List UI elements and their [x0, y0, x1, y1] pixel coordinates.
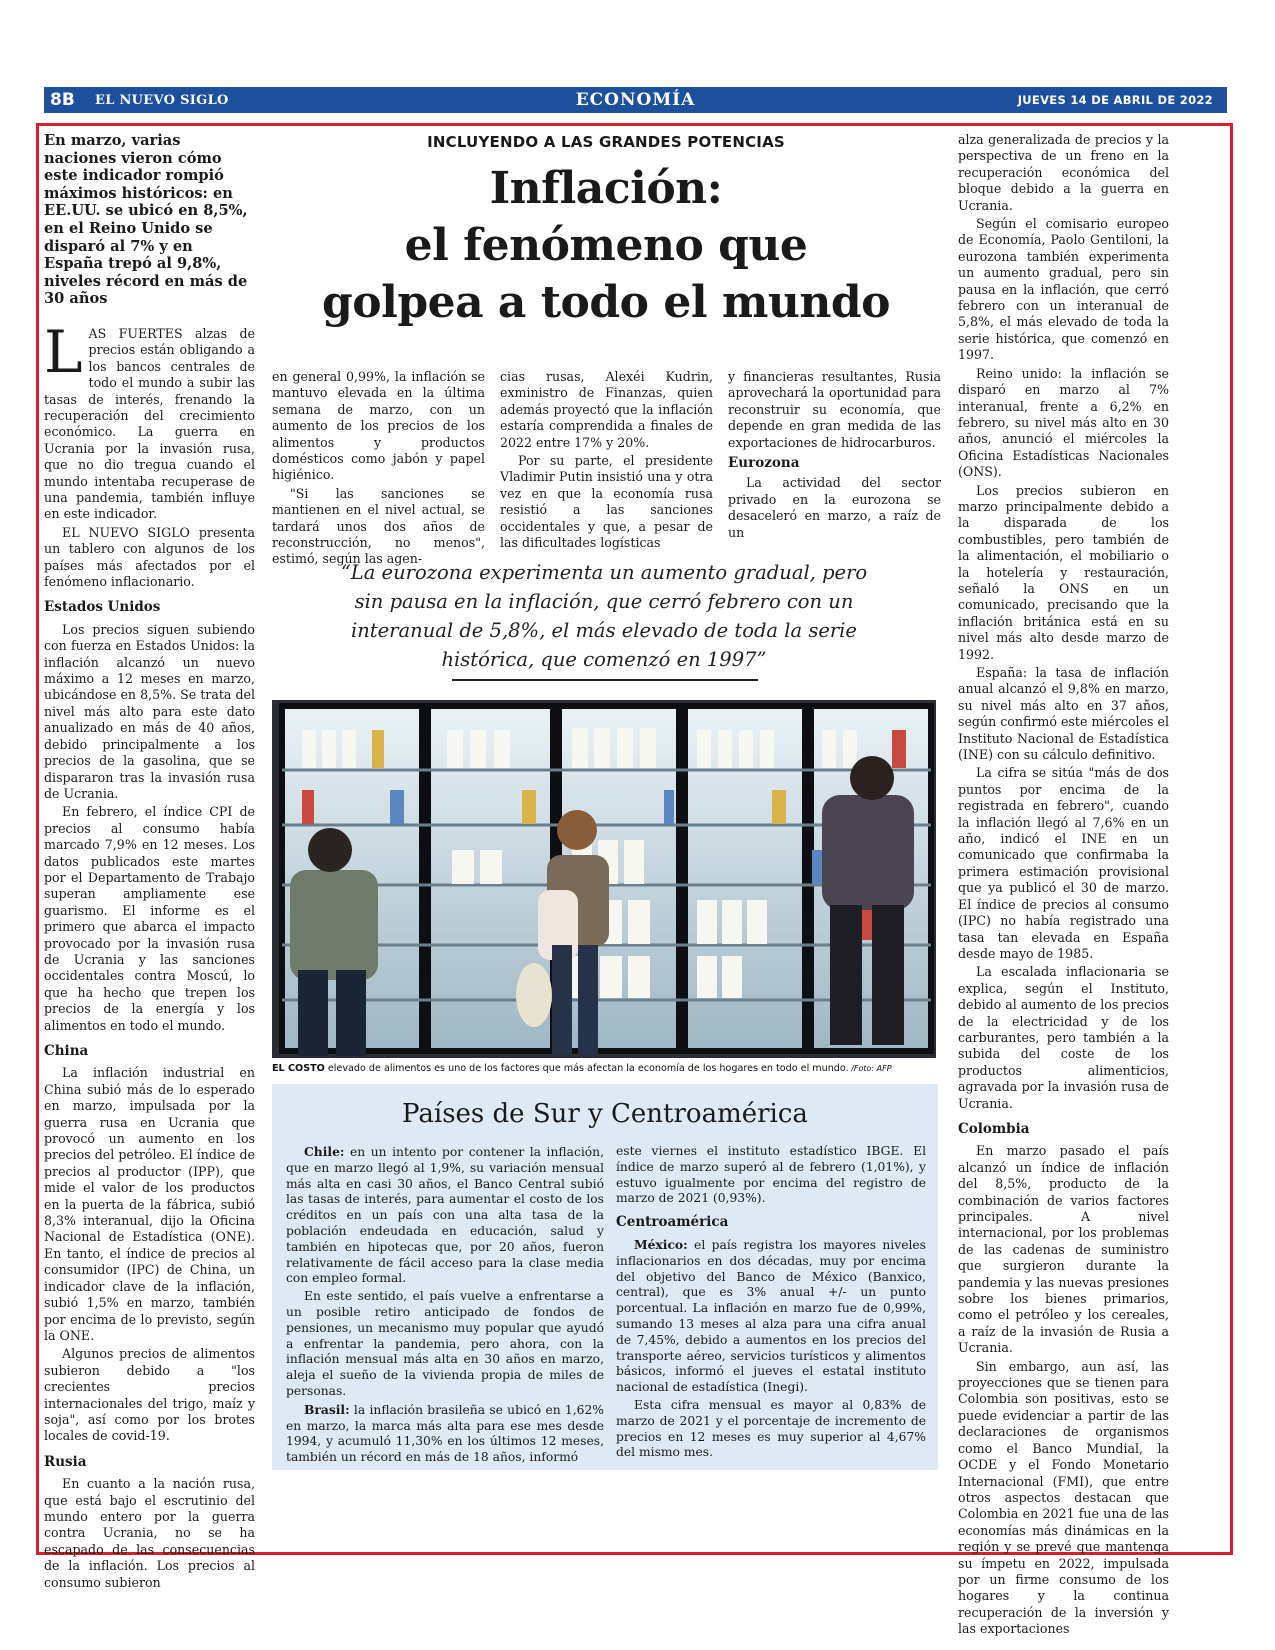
newspaper-name: EL NUEVO SIGLO	[95, 93, 229, 108]
paragraph: La cifra se sitúa "más de dos puntos por encima de la registrada en febrero", cuando la inflación llegó al 7,6% en un año, indicó el INE en un comunicado que confirmaba la primera estimación provisional que ya publicó el 30 de marzo. El índice de precios al consumo (IPC) no había registrado una tasa tan elevada en España desde mayo de 1985.	[958, 765, 1169, 961]
headline-line: Inflación:	[489, 163, 723, 214]
paragraph: cias rusas, Alexéi Kudrin, exministro de Finanzas, quien además proyectó que la inflación estaría comprendida a finales de 2022 entre 17% y 20%.	[500, 369, 713, 450]
section-title: ECONOMÍA	[575, 90, 696, 110]
photo-illustration	[272, 700, 936, 1058]
paragraph: La escalada inflacionaria se explica, según el Instituto, debido al aumento de los precios de la electricidad y de los carburantes, pero también a la subida del coste de los productos alimenticios, agravada por la invasión rusa de Ucrania.	[958, 964, 1169, 1111]
paragraph: Sin embargo, aun así, las proyecciones que se tienen para Colombia son positivas, esto se puede evidenciar a partir de las declaraciones de organismos como el Banco Mundial, la OCDE y el Fondo Monetario Internacional (FMI), que entre otros aspectos destacan que Colombia en 2021 fue una de las economías más dinámicas en la región y se prevé que mantenga su ímpetu en 2022, impulsada por un firme consumo de los hogares y la continua recuperación de la inversión y las exportaciones	[958, 1358, 1169, 1637]
paragraph: Los precios siguen subiendo con fuerza en Estados Unidos: la inflación alcanzó un nuevo máximo a 12 meses en marzo, ubicándose en 8,5%. Se trata del nivel más alto para este dato anualizado en más de 40 años, debido principalmente a los precios de la gasolina, que se dispararon tras la invasión rusa de Ucrania.	[44, 621, 255, 801]
paragraph: España: la tasa de inflación anual alcanzó el 9,8% en marzo, su nivel más alto en 37 años, según confirmó este miércoles el Instituto Nacional de Estadística (INE) con su cálculo definitivo.	[958, 665, 1169, 763]
kicker: INCLUYENDO A LAS GRANDES POTENCIAS	[427, 133, 785, 151]
paragraph: En marzo pasado el país alcanzó un índice de inflación del 8,5%, producto de la combinación de varios factores principales. A nivel internacional, por los problemas de las cadenas de suministro que surgieron durante la pandemia y las nuevas presiones sobre los bienes primarios, como el petróleo y los cereales, a raíz de la invasión de Rusia a Ucrania.	[958, 1143, 1169, 1356]
paragraph: y financieras resultantes, Rusia aprovechará la oportunidad para reconstruir su economía, que depende en gran medida de las exportaciones de hidrocarburos.	[728, 369, 941, 450]
subhead-centroamerica: Centroamérica	[616, 1214, 729, 1231]
intro-paragraph: LAS FUERTES alzas de precios están obligando a los bancos centrales de todo el mundo a subir las tasas de interés, frenando la recuperación del crecimiento económico. La guerra en Ucrania por la invasión rusa, que no dio tregua cuando el mundo intentaba recuperase de una pandemia, también influye en este indicador.	[44, 317, 255, 522]
paragraph: Reino unido: la inflación se disparó en marzo al 7% interanual, frente a 6,2% en febrero, su nivel más alto en 30 años, anunció el miércoles la Oficina Estadísticas Nacionales (ONS).	[958, 365, 1169, 480]
headline-line: el fenómeno que	[404, 220, 808, 271]
box-title: Países de Sur y Centroamérica	[402, 1099, 808, 1129]
box-column-right	[616, 1144, 926, 1463]
photo-credit: /Foto: AFP	[848, 1064, 892, 1073]
subhead-russia: Rusia	[44, 1453, 87, 1470]
paragraph: En febrero, el índice CPI de precios al consumo había marcado 7,9% en 12 meses. Los datos publicados este martes por el Departamento de Trabajo superan ampliamente ese guarismo. El informe es el primero que abarca el impacto provocado por la invasión rusa de Ucrania y las sanciones occidentales contra Moscú, lo que ha hecho que trepen los precios de la energía y los alimentos en todo el mundo.	[44, 804, 255, 1033]
sidebar-box	[272, 1084, 938, 1470]
paragraph: Brasil: la inflación brasileña se ubicó en 1,62% en marzo, la marca más alta para ese mes desde 1994, y acumuló 11,30% en los últimos 12 meses, también un récord en más de 18 años, informó	[286, 1401, 604, 1465]
quote-divider	[452, 679, 758, 681]
paragraph: en general 0,99%, la inflación se mantuvo elevada en la última semana de marzo, con un aumento de los precios de los alimentos y productos domésticos como jabón y papel higiénico.	[272, 369, 485, 483]
paragraph: Los precios subieron en marzo principalmente debido a la disparada de los combustibles, pero también de la alimentación, el mobiliario o la hotelería y restauración, señaló la ONS en un comunicado, precisando que la inflación británica está en su nivel más alto desde marzo de 1992.	[958, 482, 1169, 662]
paragraph: En cuanto a la nación rusa, que está bajo el escrutinio del mundo entero por la guerra contra Ucrania, no se ha escapado de las consecuencias de la inflación. Los precios al consumo subieron	[44, 1476, 255, 1590]
column-3	[500, 369, 713, 553]
lead-summary: En marzo, varias naciones vieron cómo este indicador rompió máximos históricos: en EE.UU. se ubicó en 8,5%, en el Reino Unido se disparó al 7% y en España trepó al 9,8%, niveles récord en más de 30 años	[44, 132, 248, 308]
column-4	[728, 369, 941, 543]
photo-caption: EL COSTO elevado de alimentos es uno de los factores que más afectan la economía de los hogares en todo el mundo. /Foto: AFP	[272, 1063, 892, 1074]
column-2	[272, 369, 485, 570]
paragraph: Esta cifra mensual es mayor al 0,83% de marzo de 2021 y el porcentaje de incremento de precios en 12 meses es muy superior al 4,67% del mismo mes.	[616, 1397, 926, 1460]
paragraph: México: el país registra los mayores niveles inflacionarios en dos décadas, muy por encima del objetivo del Banco de México (Banxico, central), que es 3% anual +/- un punto porcentual. La inflación en marzo fue de 0,99%, sumando 13 meses al alza para una cifra anual de 7,45%, debido a aumentos en los precios del transporte aéreo, servicios turísticos y alimentos básicos, informó el jueves el estatal instituto nacional de estadística (Inegi).	[616, 1236, 926, 1395]
subhead-usa: Estados Unidos	[44, 599, 161, 616]
paragraph: Según el comisario europeo de Economía, Paolo Gentiloni, la eurozona también experimenta un aumento gradual, pero sin pausa en la inflación, que cerró febrero con un interanual de 5,8%, el más elevado de toda la serie histórica, que comenzó en 1997.	[958, 216, 1169, 363]
page-number: 8B	[50, 90, 75, 110]
paragraph: La inflación industrial en China subió más de lo esperado en marzo, impulsada por la guerra rusa en Ucrania que provocó un aumento en los precios del petróleo. El índice de precios al productor (IPP), que mide el valor de los productos en la puerta de la fábrica, subió 8,3% interanual, dijo la Oficina Nacional de Estadística (ONE). En tanto, el índice de precios al consumidor (IPC) de China, un indicador clave de la inflación, subió 1,5% en marzo, también por encima de lo previsto, según la ONE.	[44, 1065, 255, 1343]
subhead-colombia: Colombia	[958, 1120, 1030, 1137]
issue-date: JUEVES 14 DE ABRIL DE 2022	[1017, 93, 1213, 107]
paragraph: En este sentido, el país vuelve a enfrentarse a un posible retiro anticipado de fondos de pensiones, un mecanismo muy popular que ayudó a enfrentar la pandemia, pero ahora, con la inflación mensual más alta en 30 años en marzo, aleja el sueño de la vivienda propia de miles de personas.	[286, 1289, 604, 1398]
box-column-left	[286, 1144, 604, 1468]
column-5	[958, 132, 1169, 1640]
paragraph: Por su parte, el presidente Vladimir Putin insistió una y otra vez en que la economía rusa resistió a las sanciones occidentales y que, a pesar de las dificultades logísticas	[500, 453, 713, 551]
column-1	[44, 132, 255, 1593]
paragraph: este viernes el instituto estadístico IBGE. El índice de marzo superó al de febrero (1,01%), y estuvo igualmente por encima del registro de marzo de 2021 (0,93%).	[616, 1144, 926, 1206]
supermarket-photo	[272, 700, 936, 1058]
headline-line: golpea a todo el mundo	[321, 277, 891, 328]
subhead-china: China	[44, 1043, 89, 1059]
paragraph: EL NUEVO SIGLO presenta un tablero con algunos de los países más afectados por el fenómeno inflacionario.	[44, 524, 255, 590]
section-header-bar	[44, 87, 1227, 113]
pull-quote: “La eurozona experimenta un aumento gradual, pero sin pausa en la inflación, que cerró febrero con un interanual de 5,8%, el más elevado de toda la serie histórica, que comenzó en 1997”	[340, 561, 868, 671]
headline	[280, 160, 932, 331]
paragraph: "Si las sanciones se mantienen en el nivel actual, se tardará unos dos años de reconstrucción, no menos", estimó, según las agen-	[272, 485, 485, 567]
paragraph: La actividad del sector privado en la eurozona se desaceleró en marzo, a raíz de un	[728, 475, 941, 540]
drop-cap: L	[44, 317, 83, 386]
paragraph: alza generalizada de precios y la perspectiva de un freno en la recuperación económica del bloque debido a la guerra en Ucrania.	[958, 132, 1169, 213]
paragraph: Chile: en un intento por contener la inflación, que en marzo llegó al 1,9%, su variación mensual más alta en casi 30 años, el Banco Central subió las tasas de interés, para aumentar el costo de los créditos en un país con una alta tasa de la población endeudada en educación, salud y también en hipotecas que, por 20 años, fueron relativamente de fácil acceso para la clase media con empleo formal.	[286, 1144, 604, 1286]
subhead-eurozona: Eurozona	[728, 455, 800, 472]
paragraph: Algunos precios de alimentos subieron debido a "los crecientes precios internacionales del trigo, maíz y soja", así como por los brotes locales de covid-19.	[44, 1346, 255, 1444]
